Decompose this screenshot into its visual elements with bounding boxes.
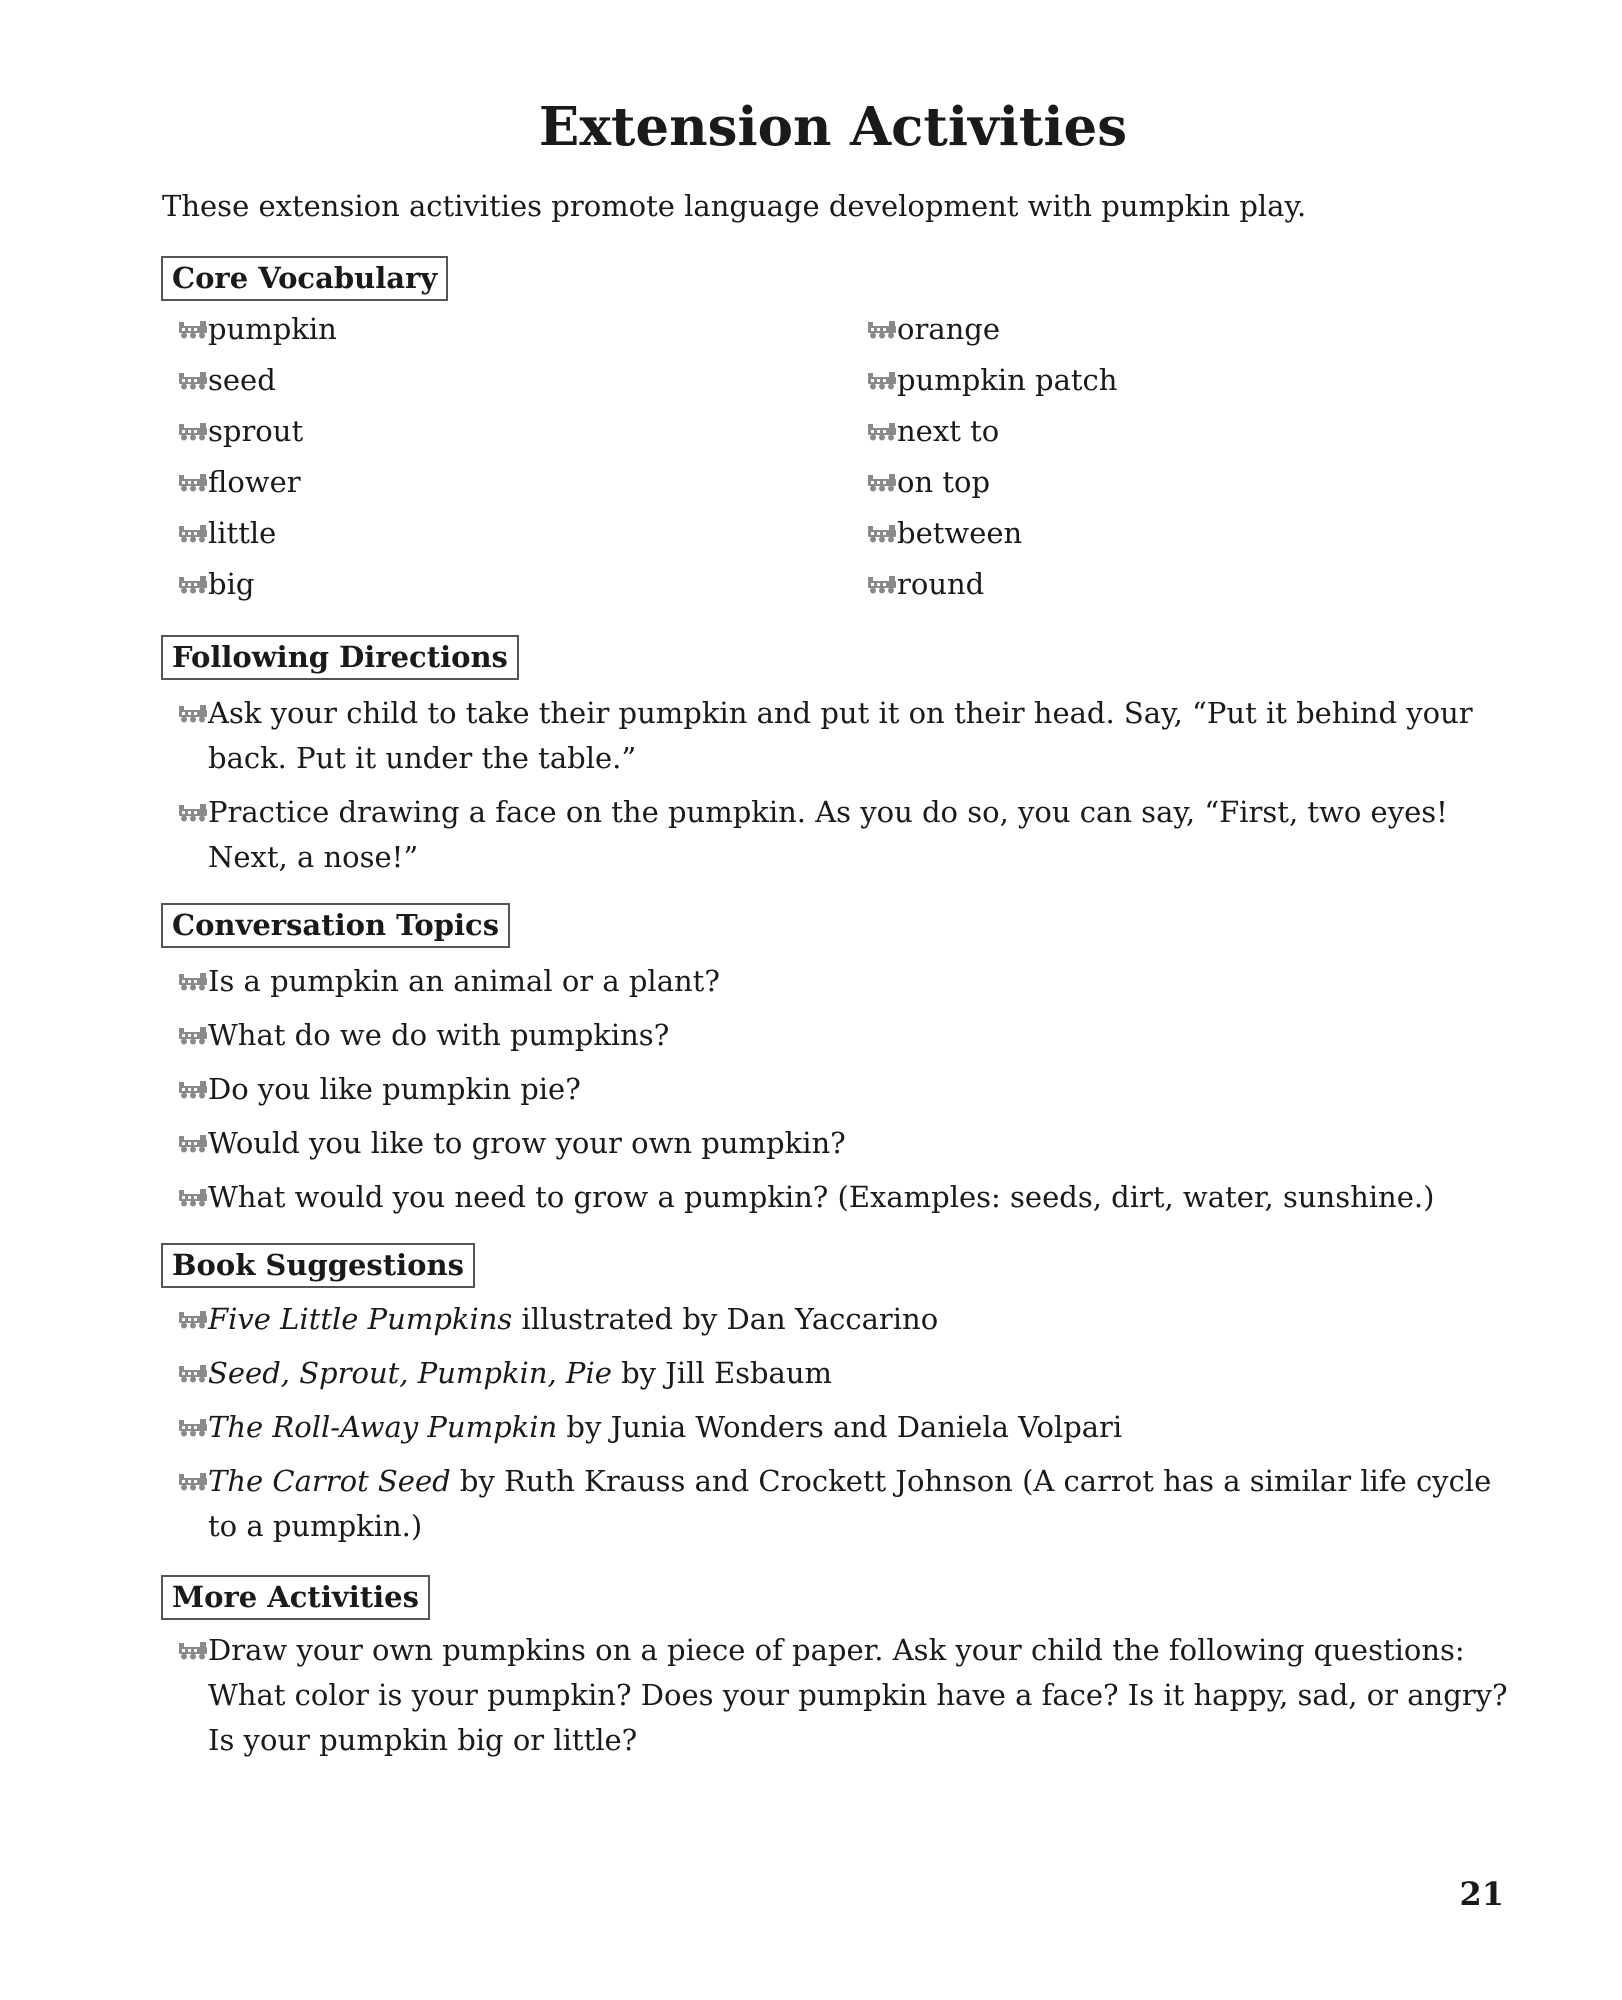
book-title: Seed, Sprout, Pumpkin, Pie — [208, 1356, 612, 1390]
locomotive-train-icon — [178, 1642, 208, 1660]
book-title: The Carrot Seed — [208, 1464, 451, 1498]
locomotive-train-icon — [178, 1081, 208, 1099]
conversation-topics-list — [162, 959, 1522, 1229]
list-item: Practice drawing a face on the pumpkin. As you do so, you can say, “First, two eyes! Next, a nose!” — [162, 790, 1522, 880]
page-number: 21 — [1459, 1875, 1504, 1913]
intro-text: These extension activities promote language development with pumpkin play. — [162, 189, 1307, 223]
locomotive-train-icon — [178, 1027, 208, 1045]
locomotive-train-icon — [178, 1473, 208, 1491]
list-item: round — [851, 562, 1491, 613]
locomotive-train-icon — [178, 973, 208, 991]
locomotive-train-icon — [178, 1189, 208, 1207]
vocabulary-list-right — [851, 307, 1491, 613]
list-item: sprout — [162, 409, 802, 460]
book-suggestions-list — [162, 1297, 1522, 1558]
book-suggestions-heading: Book Suggestions — [161, 1243, 475, 1288]
list-item: Five Little Pumpkins illustrated by Dan Yaccarino — [162, 1297, 1522, 1342]
locomotive-train-icon — [178, 576, 208, 594]
list-item: Ask your child to take their pumpkin and put it on their head. Say, “Put it behind your back. Put it under the table.” — [162, 691, 1522, 781]
locomotive-train-icon — [867, 321, 897, 339]
more-activities-list — [162, 1628, 1522, 1763]
list-item: next to — [851, 409, 1491, 460]
page-title: Extension Activities — [538, 96, 1128, 158]
locomotive-train-icon — [867, 576, 897, 594]
list-item: orange — [851, 307, 1491, 358]
locomotive-train-icon — [178, 525, 208, 543]
locomotive-train-icon — [178, 372, 208, 390]
following-directions-heading: Following Directions — [161, 635, 519, 680]
list-item: Draw your own pumpkins on a piece of paper. Ask your child the following questions: What color is your pumpkin? Does your pumpkin have a face? Is it happy, sad, or angry? Is your pumpkin big or little? — [162, 1628, 1522, 1763]
locomotive-train-icon — [867, 525, 897, 543]
list-item: between — [851, 511, 1491, 562]
list-item: What would you need to grow a pumpkin? (Examples: seeds, dirt, water, sunshine.) — [162, 1175, 1522, 1229]
following-directions-list — [162, 691, 1522, 889]
locomotive-train-icon — [178, 1365, 208, 1383]
list-item: pumpkin patch — [851, 358, 1491, 409]
book-title: The Roll-Away Pumpkin — [208, 1410, 558, 1444]
more-activities-heading: More Activities — [161, 1575, 430, 1620]
list-item: The Carrot Seed by Ruth Krauss and Crockett Johnson (A carrot has a similar life cycle to a pumpkin.) — [162, 1459, 1522, 1549]
list-item: big — [162, 562, 802, 613]
list-item: Would you like to grow your own pumpkin? — [162, 1121, 1522, 1175]
locomotive-train-icon — [178, 1419, 208, 1437]
list-item: Is a pumpkin an animal or a plant? — [162, 959, 1522, 1013]
locomotive-train-icon — [178, 321, 208, 339]
locomotive-train-icon — [178, 705, 208, 723]
locomotive-train-icon — [867, 372, 897, 390]
core-vocabulary-heading: Core Vocabulary — [161, 256, 448, 301]
conversation-topics-heading: Conversation Topics — [161, 903, 510, 948]
list-item: little — [162, 511, 802, 562]
locomotive-train-icon — [178, 804, 208, 822]
list-item: Do you like pumpkin pie? — [162, 1067, 1522, 1121]
list-item: pumpkin — [162, 307, 802, 358]
list-item: flower — [162, 460, 802, 511]
vocabulary-list-left — [162, 307, 802, 613]
book-title: Five Little Pumpkins — [208, 1302, 513, 1336]
list-item: Seed, Sprout, Pumpkin, Pie by Jill Esbaum — [162, 1351, 1522, 1396]
list-item: seed — [162, 358, 802, 409]
locomotive-train-icon — [867, 474, 897, 492]
locomotive-train-icon — [178, 423, 208, 441]
locomotive-train-icon — [178, 1135, 208, 1153]
list-item: What do we do with pumpkins? — [162, 1013, 1522, 1067]
locomotive-train-icon — [867, 423, 897, 441]
list-item: on top — [851, 460, 1491, 511]
locomotive-train-icon — [178, 474, 208, 492]
locomotive-train-icon — [178, 1311, 208, 1329]
list-item: The Roll-Away Pumpkin by Junia Wonders and Daniela Volpari — [162, 1405, 1522, 1450]
